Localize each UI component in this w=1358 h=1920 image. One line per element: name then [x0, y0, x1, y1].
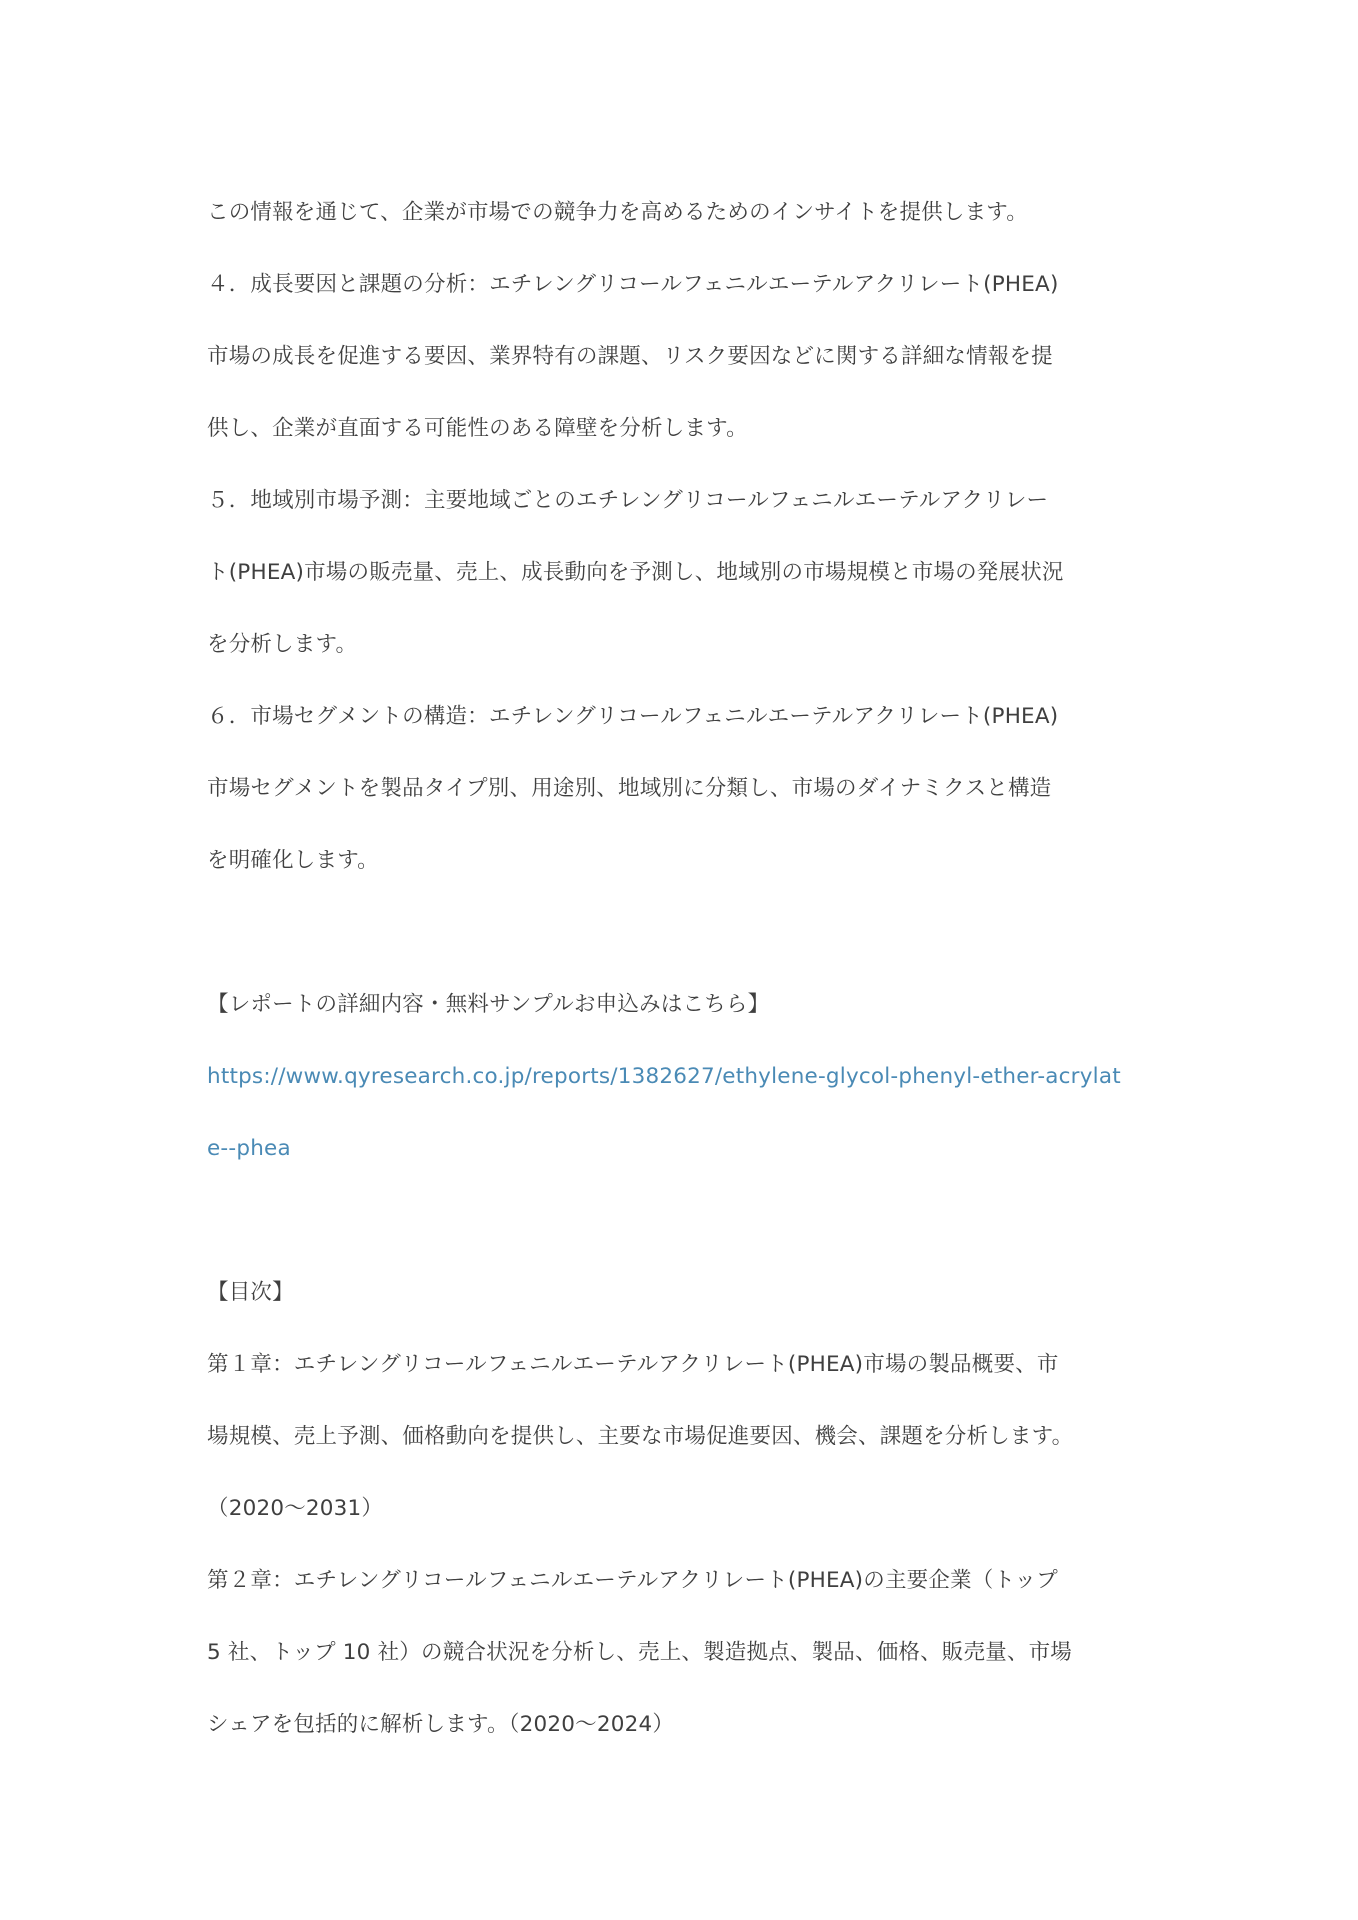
sample-request-heading: 【レポートの詳細内容・無料サンプルお申込みはこちら】 — [207, 992, 770, 1017]
report-link-line-1[interactable] — [207, 1041, 1162, 1113]
list-item-6-line-2: 市場セグメントを製品タイプ別、用途別、地域別に分類し、市場のダイナミクスと構造 — [207, 776, 1052, 801]
list-item-4-line-3: 供し、企業が直面する可能性のある障壁を分析します。 — [207, 416, 748, 441]
list-item-4-line-2: 市場の成長を促進する要因、業界特有の課題、リスク要因などに関する詳細な情報を提 — [207, 344, 1053, 369]
list-item-5-line-3: を分析します。 — [207, 632, 358, 657]
chapter-2-line-3: シェアを包括的に解析します。（2020～2024） — [207, 1712, 675, 1737]
list-item-5-line-1: ５．地域別市場予測：主要地域ごとのエチレングリコールフェニルエーテルアクリレー — [207, 488, 1049, 513]
spacer — [207, 897, 1162, 969]
chapter-1-line-3: （2020～2031） — [207, 1496, 384, 1521]
list-item-4-line-1: ４．成長要因と課題の分析：エチレングリコールフェニルエーテルアクリレート(PHEA) — [207, 272, 1059, 297]
chapter-2-line-1: 第２章：エチレングリコールフェニルエーテルアクリレート(PHEA)の主要企業（トップ — [207, 1568, 1058, 1593]
report-url-link[interactable]: https://www.qyresearch.co.jp/reports/1382627/ethylene-glycol-phenyl-ether-acrylat — [207, 1064, 1121, 1089]
paragraph-line: この情報を通じて、企業が市場での競争力を高めるためのインサイトを提供します。 — [207, 200, 1028, 225]
chapter-2-line-2: 5 社、トップ 10 社）の競合状況を分析し、売上、製造拠点、製品、価格、販売量、市場 — [207, 1640, 1072, 1665]
toc-heading: 【目次】 — [207, 1280, 294, 1305]
list-item-5-line-2: ト(PHEA)市場の販売量、売上、成長動向を予測し、地域別の市場規模と市場の発展状況 — [207, 560, 1064, 585]
chapter-1-line-1: 第１章：エチレングリコールフェニルエーテルアクリレート(PHEA)市場の製品概要、市 — [207, 1352, 1059, 1377]
chapter-1-line-2: 場規模、売上予測、価格動向を提供し、主要な市場促進要因、機会、課題を分析します。 — [207, 1424, 1074, 1449]
document-body — [207, 177, 1162, 1761]
report-link-line-2[interactable] — [207, 1113, 1162, 1185]
list-item-6-line-1: ６．市場セグメントの構造：エチレングリコールフェニルエーテルアクリレート(PHEA) — [207, 704, 1059, 729]
list-item-6-line-3: を明確化します。 — [207, 848, 379, 873]
spacer — [207, 1185, 1162, 1257]
report-url-link-continued[interactable]: e--phea — [207, 1136, 291, 1161]
